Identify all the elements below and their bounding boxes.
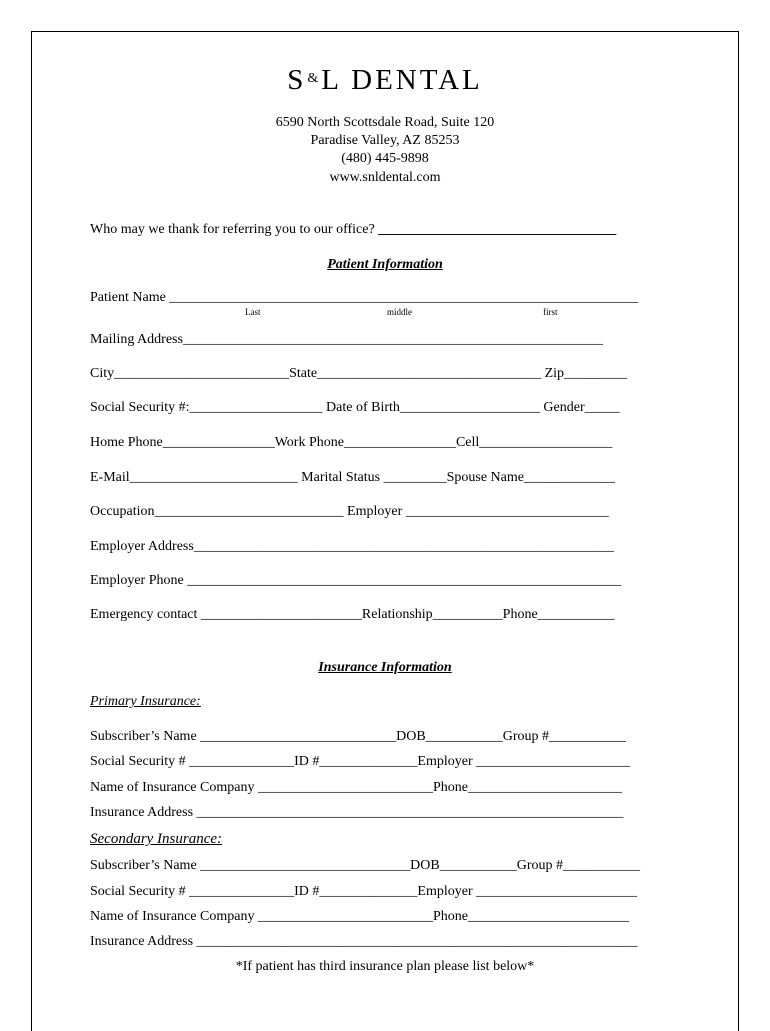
third-insurance-note: *If patient has third insurance plan please list below* xyxy=(235,959,535,974)
employer-address-field[interactable]: Employer Address____________________________________________________________ xyxy=(90,539,614,554)
patient-info-heading: Patient Information xyxy=(327,257,443,272)
name-middle-label: middle xyxy=(387,307,412,317)
employer-phone-field[interactable]: Employer Phone ______________________________________________________________ xyxy=(90,573,622,588)
primary-address-field[interactable]: Insurance Address _____________________________________________________________ xyxy=(90,805,624,820)
primary-ssn-field[interactable]: Social Security # _______________ID #______________Employer ______________________ xyxy=(90,754,631,769)
secondary-subscriber-field[interactable]: Subscriber’s Name ______________________________DOB___________Group #___________ xyxy=(90,858,640,873)
occupation-employer-field[interactable]: Occupation___________________________ Employer _____________________________ xyxy=(90,504,609,519)
mailing-address-field[interactable]: Mailing Address____________________________________________________________ xyxy=(90,332,603,347)
address-line-1: 6590 North Scottsdale Road, Suite 120 xyxy=(275,115,495,130)
phones-field[interactable]: Home Phone________________Work Phone________________Cell___________________ xyxy=(90,435,613,450)
emergency-contact-field[interactable]: Emergency contact _______________________Relationship__________Phone___________ xyxy=(90,607,615,622)
city-state-zip-field[interactable]: City_________________________State________________________________ Zip_________ xyxy=(90,366,628,381)
practice-website: www.snldental.com xyxy=(329,170,441,185)
ssn-dob-gender-field[interactable]: Social Security #:___________________ Date of Birth____________________ Gender_____ xyxy=(90,400,620,415)
patient-name-field[interactable]: Patient Name ___________________________________________________________________ xyxy=(90,290,639,305)
email-marital-spouse-field[interactable]: E-Mail________________________ Marital Status _________Spouse Name_____________ xyxy=(90,470,615,485)
practice-logo: S& L DENTAL xyxy=(287,64,483,96)
secondary-insurance-label: Secondary Insurance: xyxy=(90,831,223,847)
referral-field[interactable]: Who may we thank for referring you to our office? __________________________________ xyxy=(90,222,617,237)
secondary-address-field[interactable]: Insurance Address _______________________________________________________________ xyxy=(90,934,638,949)
address-line-2: Paradise Valley, AZ 85253 xyxy=(310,133,460,148)
practice-phone: (480) 445-9898 xyxy=(341,151,429,166)
primary-insurance-label: Primary Insurance: xyxy=(90,694,201,709)
name-last-label: Last xyxy=(245,307,261,317)
name-first-label: first xyxy=(543,307,558,317)
secondary-ssn-field[interactable]: Social Security # _______________ID #______________Employer _______________________ xyxy=(90,884,638,899)
primary-subscriber-field[interactable]: Subscriber’s Name ____________________________DOB___________Group #___________ xyxy=(90,729,626,744)
primary-company-field[interactable]: Name of Insurance Company _________________________Phone______________________ xyxy=(90,780,622,795)
insurance-info-heading: Insurance Information xyxy=(318,660,452,675)
secondary-company-field[interactable]: Name of Insurance Company _________________________Phone_______________________ xyxy=(90,909,629,924)
